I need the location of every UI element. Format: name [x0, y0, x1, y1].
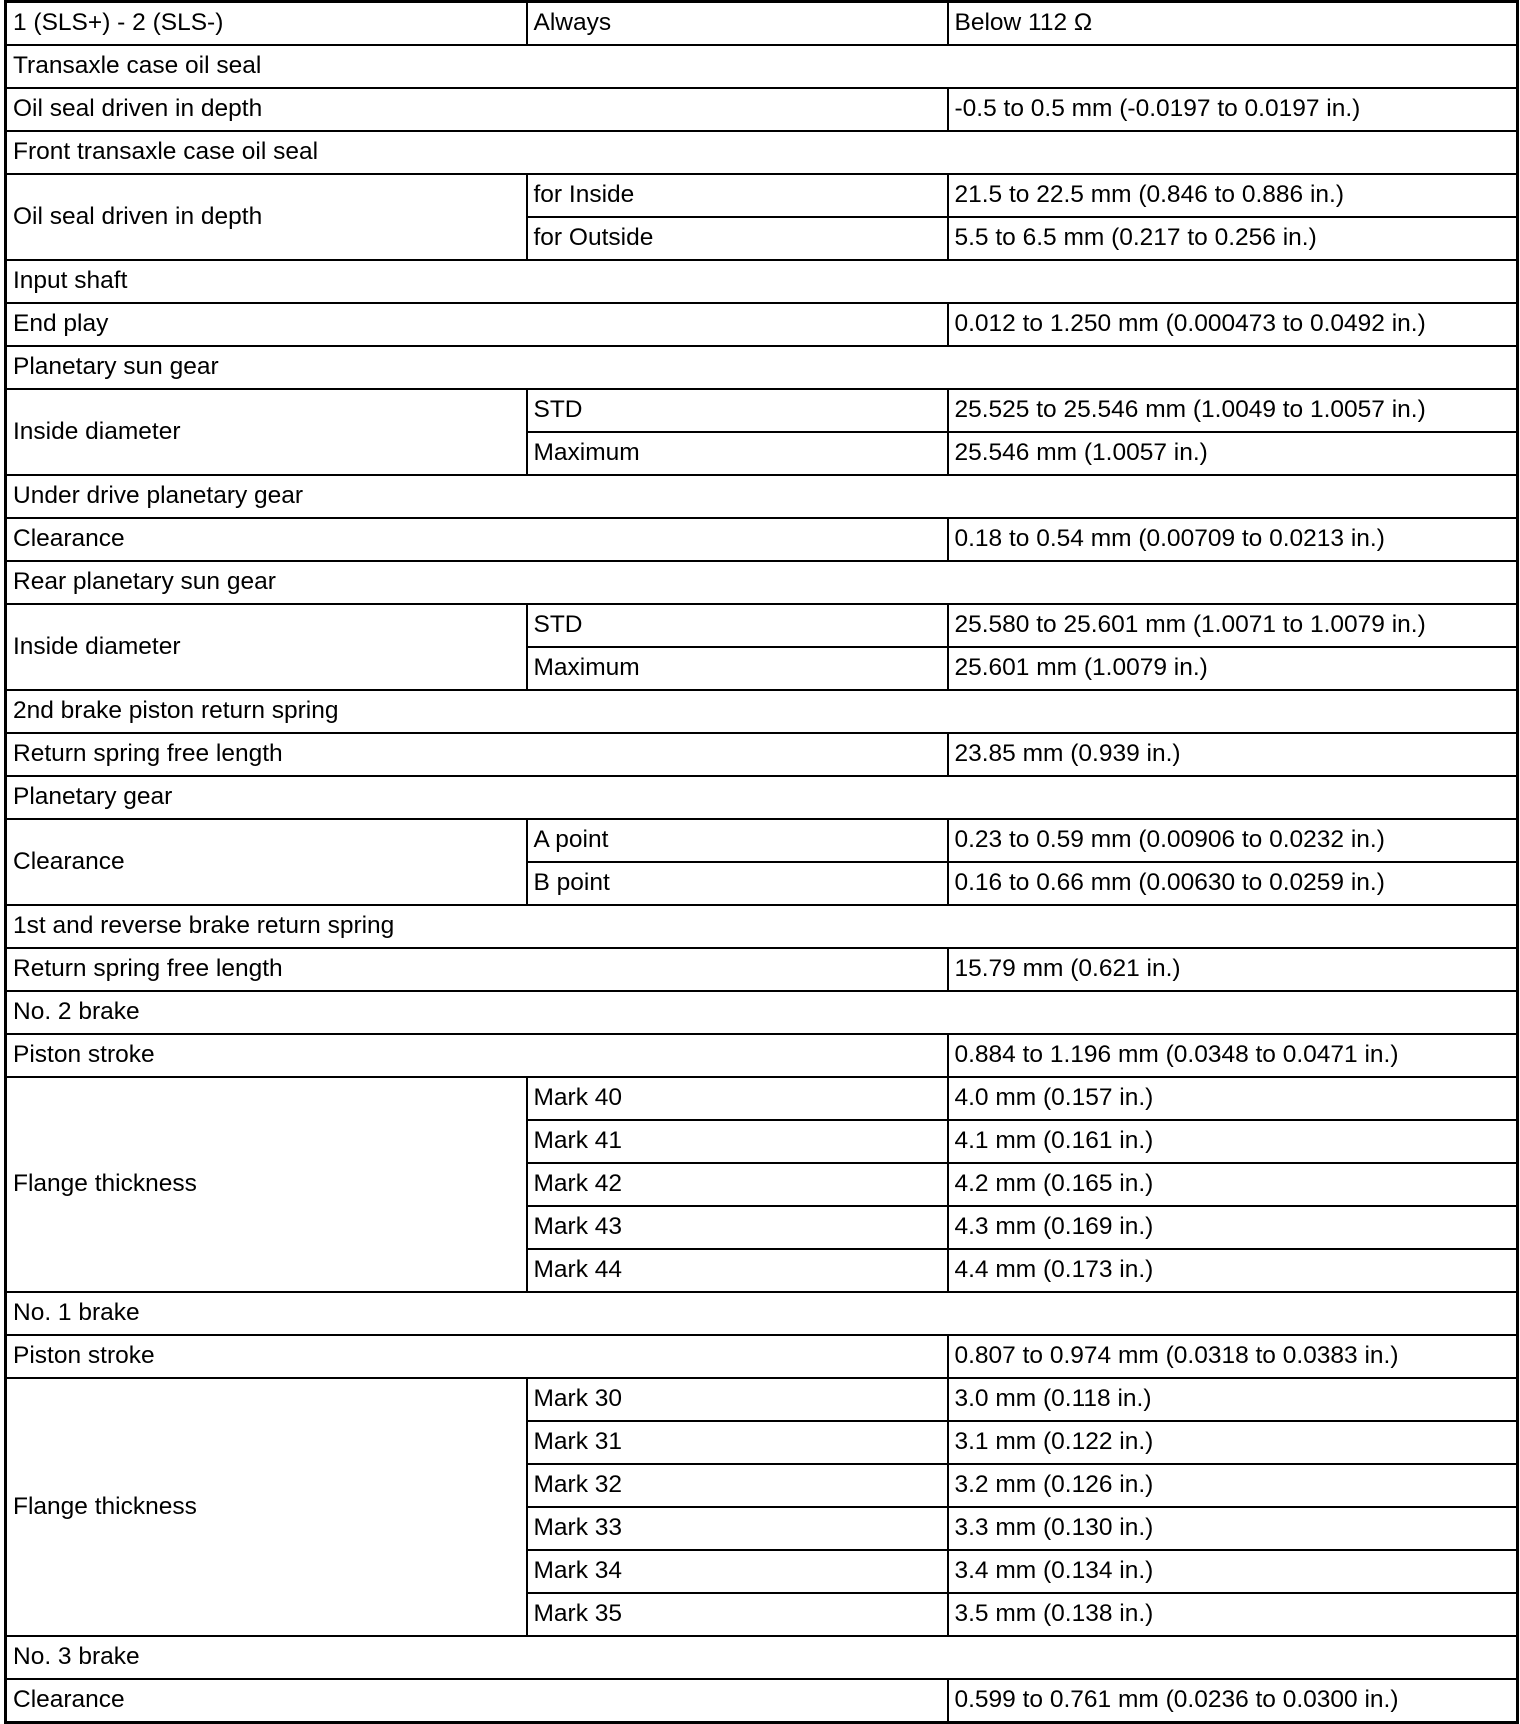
condition-cell: STD: [527, 389, 948, 432]
value-cell: 3.4 mm (0.134 in.): [948, 1550, 1518, 1593]
value-cell: 3.3 mm (0.130 in.): [948, 1507, 1518, 1550]
value-cell: 4.4 mm (0.173 in.): [948, 1249, 1518, 1292]
value-cell: 25.525 to 25.546 mm (1.0049 to 1.0057 in.): [948, 389, 1518, 432]
section-row: [6, 260, 1518, 303]
table-row: [6, 1378, 1518, 1421]
section-row: [6, 131, 1518, 174]
table-row: [6, 518, 1518, 561]
section-header: No. 3 brake: [6, 1636, 1518, 1679]
item-cell: Piston stroke: [6, 1034, 948, 1077]
item-cell: Inside diameter: [6, 604, 527, 690]
condition-cell: STD: [527, 604, 948, 647]
item-cell: End play: [6, 303, 948, 346]
section-row: [6, 346, 1518, 389]
value-cell: 0.807 to 0.974 mm (0.0318 to 0.0383 in.): [948, 1335, 1518, 1378]
table-row: [6, 174, 1518, 217]
condition-cell: for Inside: [527, 174, 948, 217]
section-row: [6, 991, 1518, 1034]
condition-cell: Mark 33: [527, 1507, 948, 1550]
specification-table-body: [6, 2, 1518, 1723]
value-cell: 3.5 mm (0.138 in.): [948, 1593, 1518, 1636]
condition-cell: Mark 40: [527, 1077, 948, 1120]
item-cell: Clearance: [6, 518, 948, 561]
item-cell: Oil seal driven in depth: [6, 88, 948, 131]
value-cell: 25.546 mm (1.0057 in.): [948, 432, 1518, 475]
item-cell: Clearance: [6, 819, 527, 905]
section-header: Rear planetary sun gear: [6, 561, 1518, 604]
value-cell: -0.5 to 0.5 mm (-0.0197 to 0.0197 in.): [948, 88, 1518, 131]
value-cell: 15.79 mm (0.621 in.): [948, 948, 1518, 991]
section-header: Planetary gear: [6, 776, 1518, 819]
condition-cell: Mark 41: [527, 1120, 948, 1163]
condition-cell: Mark 35: [527, 1593, 948, 1636]
value-cell: 4.3 mm (0.169 in.): [948, 1206, 1518, 1249]
section-header: 1st and reverse brake return spring: [6, 905, 1518, 948]
condition-cell: A point: [527, 819, 948, 862]
section-header: Transaxle case oil seal: [6, 45, 1518, 88]
item-cell: Piston stroke: [6, 1335, 948, 1378]
section-row: [6, 1292, 1518, 1335]
value-cell: 25.580 to 25.601 mm (1.0071 to 1.0079 in.): [948, 604, 1518, 647]
section-row: [6, 690, 1518, 733]
condition-cell: Always: [527, 2, 948, 46]
table-row: [6, 389, 1518, 432]
item-cell: Oil seal driven in depth: [6, 174, 527, 260]
condition-cell: for Outside: [527, 217, 948, 260]
table-row: [6, 1077, 1518, 1120]
item-cell: Flange thickness: [6, 1077, 527, 1292]
section-row: [6, 45, 1518, 88]
value-cell: 0.18 to 0.54 mm (0.00709 to 0.0213 in.): [948, 518, 1518, 561]
value-cell: 21.5 to 22.5 mm (0.846 to 0.886 in.): [948, 174, 1518, 217]
item-cell: 1 (SLS+) - 2 (SLS-): [6, 2, 527, 46]
condition-cell: Maximum: [527, 647, 948, 690]
value-cell: 3.1 mm (0.122 in.): [948, 1421, 1518, 1464]
value-cell: 25.601 mm (1.0079 in.): [948, 647, 1518, 690]
table-row: [6, 819, 1518, 862]
table-row: [6, 88, 1518, 131]
condition-cell: B point: [527, 862, 948, 905]
section-row: [6, 776, 1518, 819]
value-cell: 4.0 mm (0.157 in.): [948, 1077, 1518, 1120]
section-header: Under drive planetary gear: [6, 475, 1518, 518]
section-row: [6, 561, 1518, 604]
section-header: Planetary sun gear: [6, 346, 1518, 389]
condition-cell: Mark 42: [527, 1163, 948, 1206]
item-cell: Inside diameter: [6, 389, 527, 475]
condition-cell: Mark 31: [527, 1421, 948, 1464]
section-header: 2nd brake piston return spring: [6, 690, 1518, 733]
value-cell: 0.23 to 0.59 mm (0.00906 to 0.0232 in.): [948, 819, 1518, 862]
section-row: [6, 1636, 1518, 1679]
value-cell: 3.0 mm (0.118 in.): [948, 1378, 1518, 1421]
table-row: [6, 1034, 1518, 1077]
table-row: [6, 604, 1518, 647]
section-header: No. 1 brake: [6, 1292, 1518, 1335]
condition-cell: Mark 34: [527, 1550, 948, 1593]
section-header: Front transaxle case oil seal: [6, 131, 1518, 174]
item-cell: Clearance: [6, 1679, 948, 1723]
condition-cell: Mark 30: [527, 1378, 948, 1421]
item-cell: Return spring free length: [6, 733, 948, 776]
specification-table: [4, 0, 1519, 1724]
value-cell: 0.16 to 0.66 mm (0.00630 to 0.0259 in.): [948, 862, 1518, 905]
value-cell: 5.5 to 6.5 mm (0.217 to 0.256 in.): [948, 217, 1518, 260]
table-row: [6, 2, 1518, 46]
table-row: [6, 733, 1518, 776]
value-cell: 4.1 mm (0.161 in.): [948, 1120, 1518, 1163]
condition-cell: Maximum: [527, 432, 948, 475]
table-row: [6, 303, 1518, 346]
section-header: No. 2 brake: [6, 991, 1518, 1034]
section-row: [6, 905, 1518, 948]
condition-cell: Mark 32: [527, 1464, 948, 1507]
value-cell: 23.85 mm (0.939 in.): [948, 733, 1518, 776]
value-cell: 4.2 mm (0.165 in.): [948, 1163, 1518, 1206]
value-cell: 0.884 to 1.196 mm (0.0348 to 0.0471 in.): [948, 1034, 1518, 1077]
table-row: [6, 948, 1518, 991]
value-cell: 0.599 to 0.761 mm (0.0236 to 0.0300 in.): [948, 1679, 1518, 1723]
section-row: [6, 475, 1518, 518]
value-cell: 3.2 mm (0.126 in.): [948, 1464, 1518, 1507]
condition-cell: Mark 43: [527, 1206, 948, 1249]
item-cell: Return spring free length: [6, 948, 948, 991]
section-header: Input shaft: [6, 260, 1518, 303]
table-row: [6, 1335, 1518, 1378]
value-cell: 0.012 to 1.250 mm (0.000473 to 0.0492 in.): [948, 303, 1518, 346]
table-row: [6, 1679, 1518, 1723]
condition-cell: Mark 44: [527, 1249, 948, 1292]
item-cell: Flange thickness: [6, 1378, 527, 1636]
value-cell: Below 112 Ω: [948, 2, 1518, 46]
